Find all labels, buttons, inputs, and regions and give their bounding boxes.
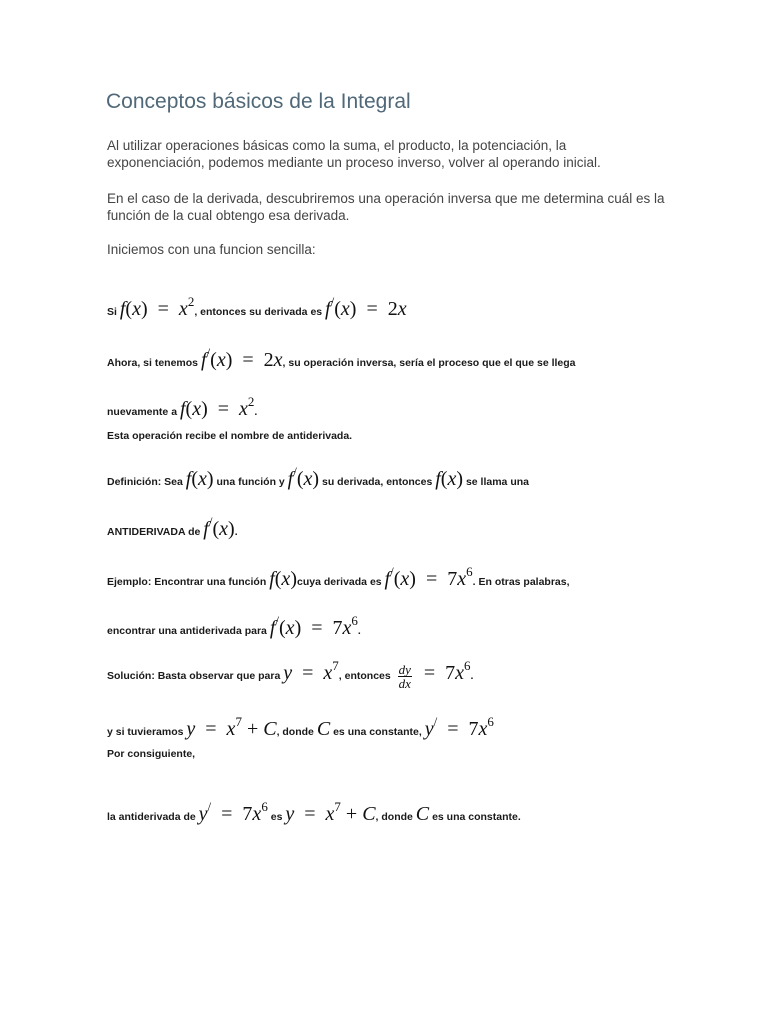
formula-c: C	[316, 718, 331, 740]
text-cuya-derivada: cuya derivada es	[296, 576, 382, 588]
line-nuevamente: nuevamente a $f(x) = x^2$.	[107, 394, 258, 420]
line-definicion	[107, 464, 529, 491]
formula-fprime-2x: f/(x) = 2x	[325, 294, 407, 320]
line-si	[107, 294, 407, 321]
text-otras-palabras: En otras palabras,	[478, 576, 570, 588]
text-es-constante: es una constante,	[333, 726, 422, 738]
text-se-llama: se llama una	[465, 476, 529, 488]
formula-y-x7: $y = x^7$	[283, 658, 339, 684]
text-definicion: Definición: Sea	[107, 476, 183, 488]
text-ejemplo: Ejemplo: Encontrar una función	[107, 576, 267, 588]
line-conclusion	[107, 799, 521, 826]
formula-fprime-x-b: f/(x)	[203, 514, 235, 540]
text-donde-b: , donde	[375, 811, 413, 823]
text-antiderivada-de: ANTIDERIVADA de	[107, 526, 201, 538]
formula-fprime-7x6-b: $f^/(x) = 7x^6$	[269, 613, 358, 639]
text-op-inversa: , su operación inversa, sería el proceso que el que se llega	[282, 357, 576, 369]
text-si-tuvieramos: y si tuvieramos	[107, 726, 184, 738]
formula-fprime-x-a: f/(x)	[287, 464, 320, 490]
formula-dy-dx: $\frac{dy}{dx}$	[398, 661, 411, 691]
text-es-una-constante-fin: es una constante.	[432, 811, 521, 823]
formula-fx-b: f(x)	[435, 468, 464, 490]
line-recibe: Esta operación recibe el nombre de antiderivada.	[107, 430, 353, 442]
formula-yprime-7x6: $y^/ = 7x^6$	[424, 714, 494, 740]
line-antiderivada-de: ANTIDERIVADA de f/(x).	[107, 514, 238, 540]
derivative-paragraph: En el caso de la derivada, descubriremos una operación inversa que me determina cuál es la función de la cual obtengo esa derivada.	[107, 191, 665, 223]
text-ahora: Ahora, si tenemos	[107, 357, 199, 369]
text-una-funcion-y: una función y	[216, 476, 285, 488]
page-title: Conceptos básicos de la Integral	[106, 90, 411, 113]
text-nuevamente: nuevamente a	[107, 406, 178, 418]
formula-f-x-squared-b: $f(x) = x^2$	[179, 394, 255, 420]
line-si-tuvieramos	[107, 714, 494, 741]
formula-yprime-7x6-b: $y^/ = 7x^6$	[198, 799, 268, 825]
line-por-consiguiente: Por consiguiente,	[107, 748, 196, 760]
line-ahora	[107, 345, 576, 372]
start-paragraph: Iniciemos con una funcion sencilla:	[107, 242, 316, 257]
text-la-antiderivada-de: la antiderivada de	[107, 811, 196, 823]
formula-fprime-2x-b: f/(x) = 2x	[200, 345, 283, 371]
line-solucion: Solución: Basta observar que para $y = x^7$, entonces $\frac{dy}{dx}$ = $7x^6$.	[107, 658, 474, 691]
formula-fprime-7x6: $f^/(x) = 7x^6$	[384, 564, 473, 590]
text-donde: , donde	[276, 726, 314, 738]
text-es: es	[270, 811, 283, 823]
formula-fx-a: f(x)	[185, 468, 214, 490]
text-encontrar-anti: encontrar una antiderivada para	[107, 625, 267, 637]
text-entonces: entonces	[344, 670, 391, 682]
formula-eq-7x6: = $7x^6$	[418, 658, 471, 684]
formula-c-b: C	[415, 803, 430, 825]
text-su-derivada: su derivada, entonces	[322, 476, 433, 488]
line-ejemplo: Ejemplo: Encontrar una función f(x)cuya derivada es $f^/(x) = 7x^6$. En otras palabras,	[107, 564, 570, 590]
line-encontrar: encontrar una antiderivada para $f^/(x) = 7x^6$.	[107, 613, 361, 639]
text-entonces-derivada: , entonces su derivada es	[194, 306, 323, 318]
formula-fx-c: f(x)	[269, 568, 297, 590]
intro-paragraph: Al utilizar operaciones básicas como la suma, el producto, la potenciación, la exponenciación, podemos mediante un proceso inverso, volver al operando inicial.	[107, 138, 601, 170]
formula-y-x7-c: $y = x^7 + C$	[186, 714, 277, 740]
formula-f-x-squared: $f(x) = x^2$	[119, 294, 195, 320]
formula-y-x7-c-b: $y = x^7 + C$	[285, 799, 376, 825]
text-si: Si	[107, 306, 117, 318]
text-solucion: Solución: Basta observar que para	[107, 670, 281, 682]
